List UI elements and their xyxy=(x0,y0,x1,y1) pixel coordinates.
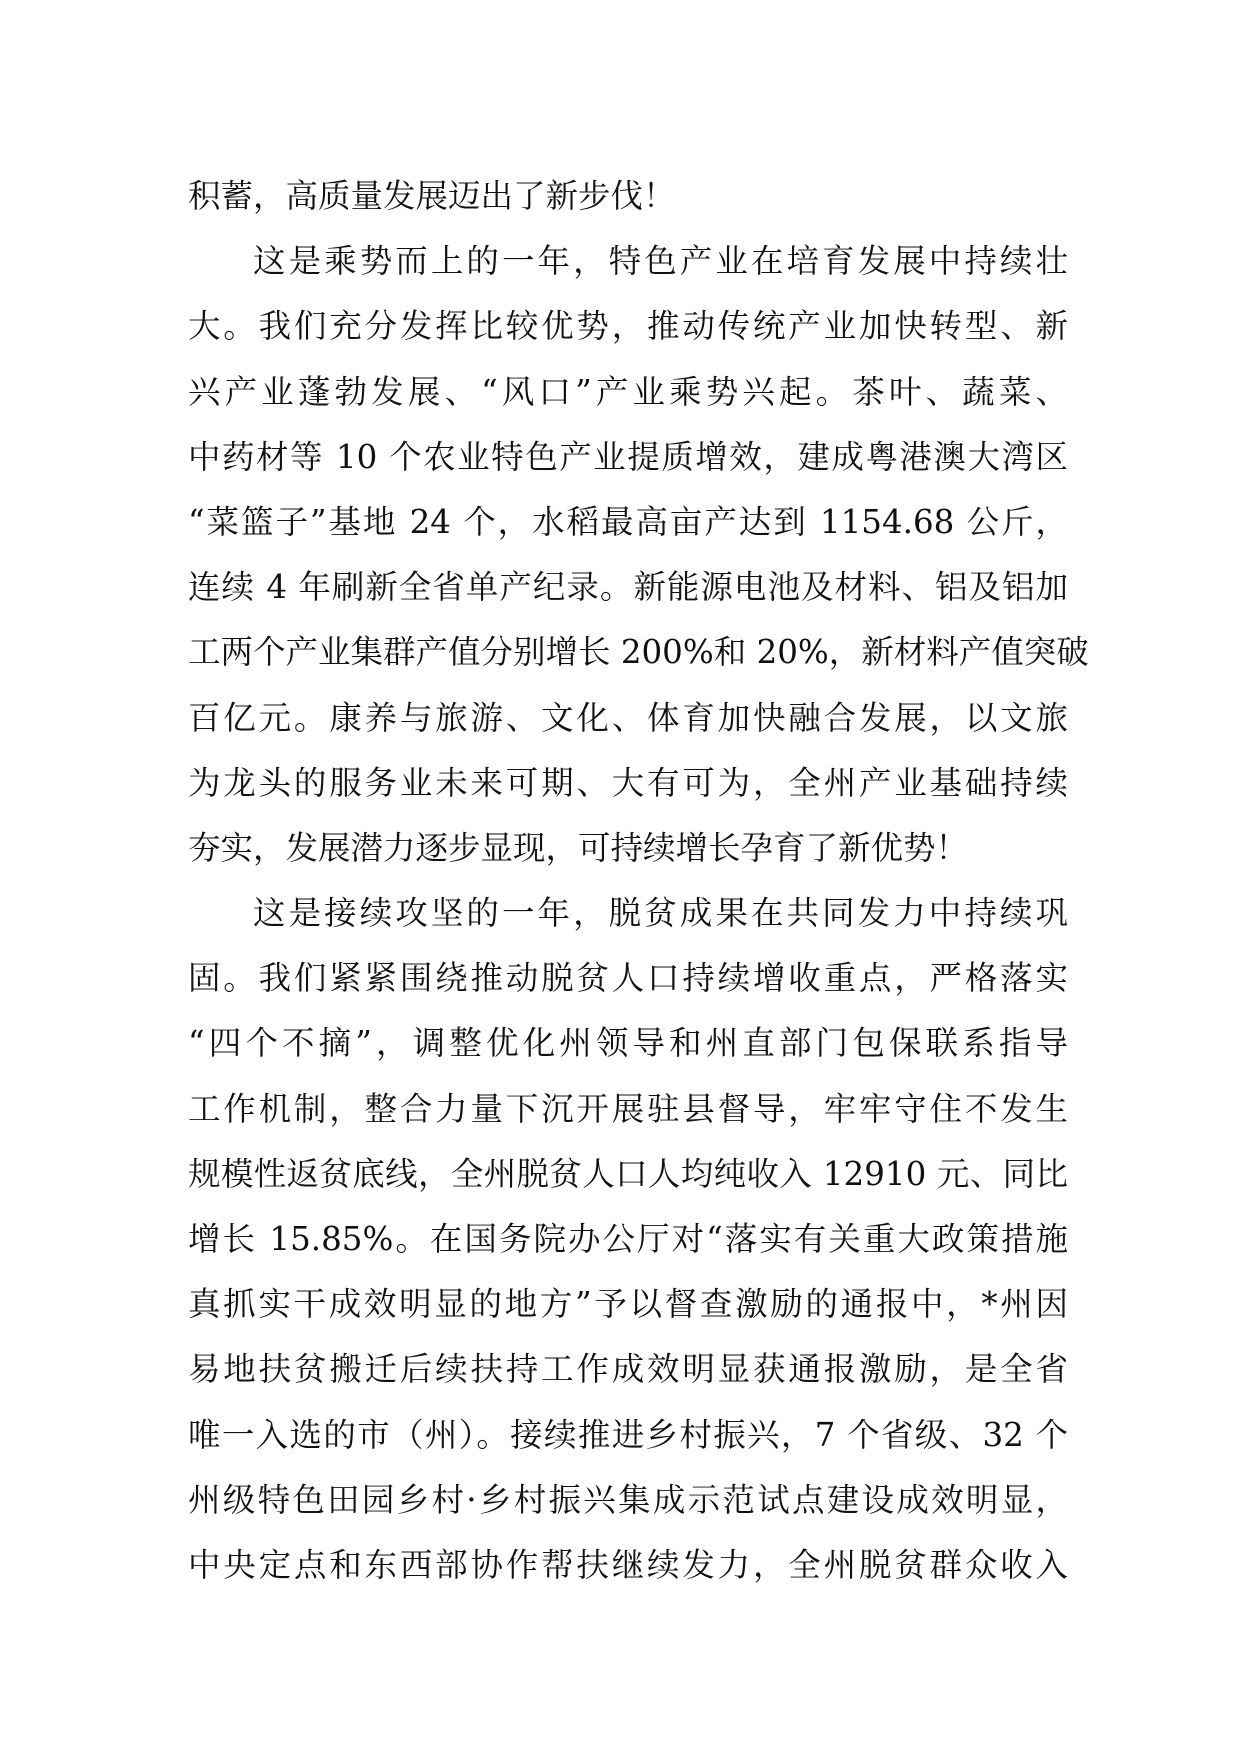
paragraph-line: 唯一入选的市（州）。接续推进乡村振兴，7 个省级、32 个 xyxy=(188,1415,1068,1454)
paragraph-line: 工作机制，整合力量下沉开展驻县督导，牢牢守住不发生 xyxy=(188,1089,1068,1128)
paragraph-line: 连续 4 年刷新全省单产纪录。新能源电池及材料、铝及铝加 xyxy=(188,568,1068,607)
paragraph-line: 为龙头的服务业未来可期、大有可为，全州产业基础持续 xyxy=(188,763,1068,802)
paragraph-line: 易地扶贫搬迁后续扶持工作成效明显获通报激励，是全省 xyxy=(188,1350,1068,1389)
paragraph-line: 工两个产业集群产值分别增长 200%和 20%，新材料产值突破 xyxy=(188,633,1089,672)
paragraph-line: “菜篮子”基地 24 个，水稻最高亩产达到 1154.68 公斤， xyxy=(188,502,1068,541)
paragraph-line: 中央定点和东西部协作帮扶继续发力，全州脱贫群众收入 xyxy=(188,1545,1068,1584)
paragraph-first-line: 这是乘势而上的一年，特色产业在培育发展中持续壮 xyxy=(253,242,1068,281)
paragraph-line: 中药材等 10 个农业特色产业提质增效，建成粤港澳大湾区 xyxy=(188,437,1068,476)
paragraph-line: “四个不摘”，调整优化州领导和州直部门包保联系指导 xyxy=(188,1024,1068,1063)
paragraph-line: 增长 15.85%。在国务院办公厅对“落实有关重大政策措施 xyxy=(188,1220,1068,1258)
paragraph-line: 规模性返贫底线，全州脱贫人口人均纯收入 12910 元、同比 xyxy=(188,1154,1068,1193)
paragraph-line: 固。我们紧紧围绕推动脱贫人口持续增收重点，严格落实 xyxy=(188,959,1068,998)
body-text xyxy=(188,164,1089,1598)
paragraph-line: 积蓄，高质量发展迈出了新步伐！ xyxy=(188,177,676,215)
paragraph-line: 大。我们充分发挥比较优势，推动传统产业加快转型、新 xyxy=(188,307,1068,346)
paragraph-line: 州级特色田园乡村·乡村振兴集成示范试点建设成效明显， xyxy=(188,1480,1068,1519)
paragraph-last-line: 夯实，发展潜力逐步显现，可持续增长孕育了新优势！ xyxy=(188,828,969,867)
paragraph-line: 百亿元。康养与旅游、文化、体育加快融合发展，以文旅 xyxy=(188,698,1068,737)
paragraph-first-line: 这是接续攻坚的一年，脱贫成果在共同发力中持续巩 xyxy=(253,894,1068,933)
paragraph-line: 兴产业蓬勃发展、“风口”产业乘势兴起。茶叶、蔬菜、 xyxy=(188,372,1068,411)
paragraph-line: 真抓实干成效明显的地方”予以督查激励的通报中，*州因 xyxy=(188,1285,1068,1324)
